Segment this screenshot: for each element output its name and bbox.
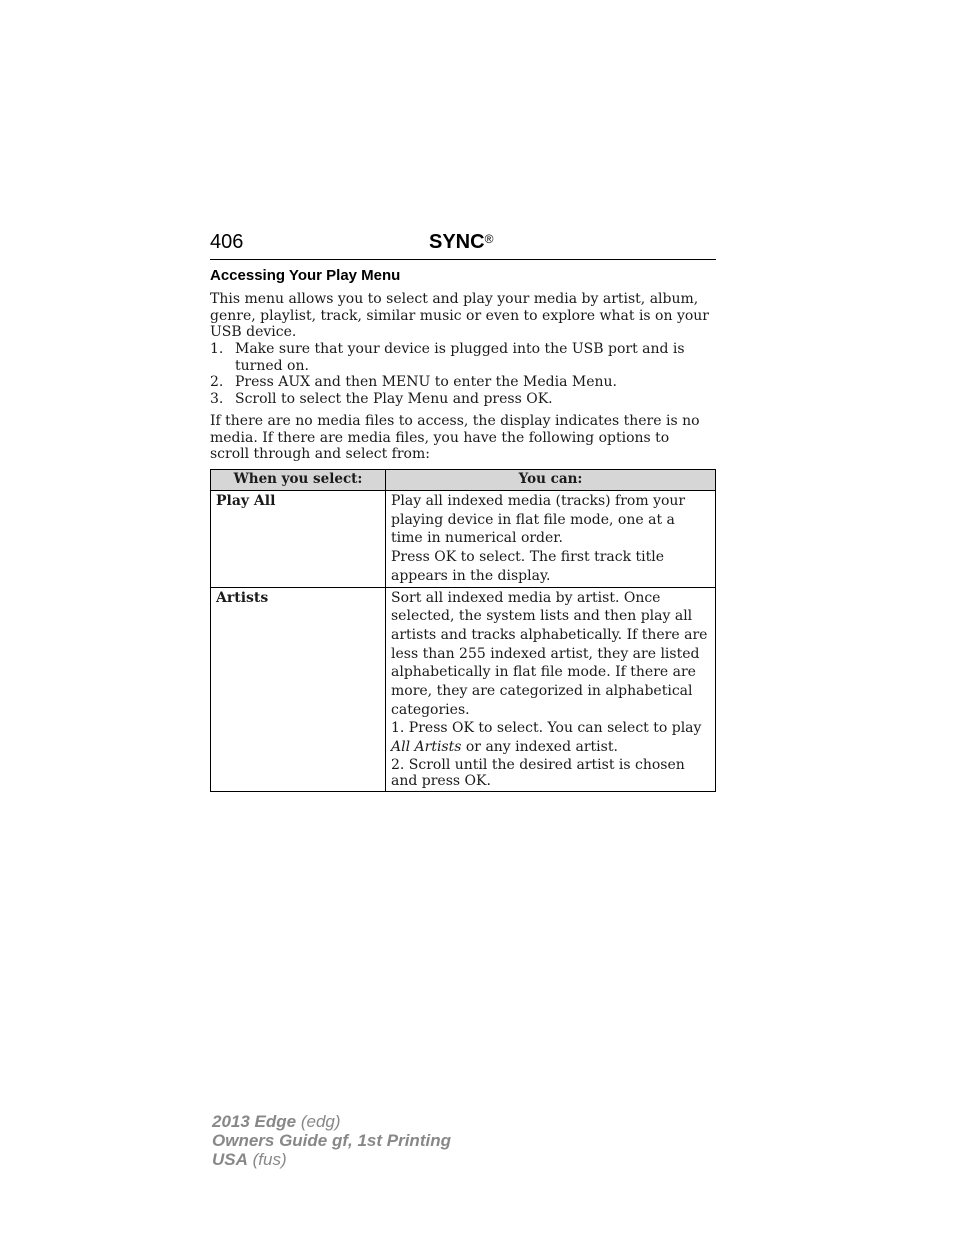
footer-market: USA [212, 1150, 248, 1169]
column-header-action: You can: [386, 470, 716, 491]
footer-code: (edg) [296, 1112, 341, 1131]
footer-line [212, 1150, 451, 1169]
steps-list [210, 341, 710, 407]
description-text-part: or any indexed artist. [461, 739, 618, 756]
footer-line [212, 1112, 451, 1131]
option-description [386, 491, 716, 588]
footer-model: 2013 Edge [212, 1112, 297, 1131]
section-heading: Accessing Your Play Menu [210, 267, 401, 284]
list-item [210, 341, 710, 374]
step-text: Scroll to select the Play Menu and press OK. [235, 390, 553, 407]
intro-paragraph: This menu allows you to select and play your media by artist, album, genre, playlist, track, similar music or even to explore what is on your USB device. [210, 291, 709, 340]
step-number: 3. [210, 390, 224, 407]
registered-mark: ® [484, 232, 494, 246]
list-item [210, 391, 710, 408]
description-text: Sort all indexed media by artist. Once selected, the system lists and then play all artists and tracks alphabetically. If there are less than 255 indexed artist, they are listed alphabetically in flat file mode. If there are more, they are categorized in alphabetical categories. [391, 589, 708, 718]
step-number: 2. [210, 374, 224, 390]
page-footer [212, 1112, 451, 1169]
footer-guide: Owners Guide gf, 1st Printing [212, 1131, 451, 1150]
table-row [211, 587, 716, 791]
description-text: 2. Scroll until the desired artist is chosen and press OK. [391, 756, 685, 790]
column-header-select: When you select: [211, 470, 386, 491]
description-text: Press OK to select. The first track title appears in the display. [391, 549, 665, 584]
emphasis-text: All Artists [391, 739, 462, 756]
options-table [210, 469, 716, 792]
list-item [210, 374, 710, 391]
section-title [429, 231, 493, 254]
page-number: 406 [210, 231, 244, 253]
step-text: Press AUX and then MENU to enter the Media Menu. [235, 374, 617, 390]
options-paragraph: If there are no media files to access, the display indicates there is no media. If there are media files, you have the following options to scroll through and select from: [210, 413, 700, 462]
table-row [211, 491, 716, 588]
description-text: Play all indexed media (tracks) from your playing device in flat file mode, one at a time in numerical order. [391, 493, 686, 547]
step-number: 1. [210, 341, 224, 357]
section-title-text: SYNC [429, 231, 485, 253]
description-text-part: 1. Press OK to select. You can select to play [391, 720, 702, 737]
option-name: Play All [211, 491, 386, 588]
footer-code: (fus) [247, 1150, 287, 1169]
page-header [210, 231, 716, 260]
description-text [391, 719, 710, 756]
option-description [386, 587, 716, 791]
table-header-row [211, 470, 716, 491]
footer-line [212, 1131, 451, 1150]
option-name: Artists [211, 587, 386, 791]
step-text: Make sure that your device is plugged into the USB port and is turned on. [235, 341, 685, 374]
